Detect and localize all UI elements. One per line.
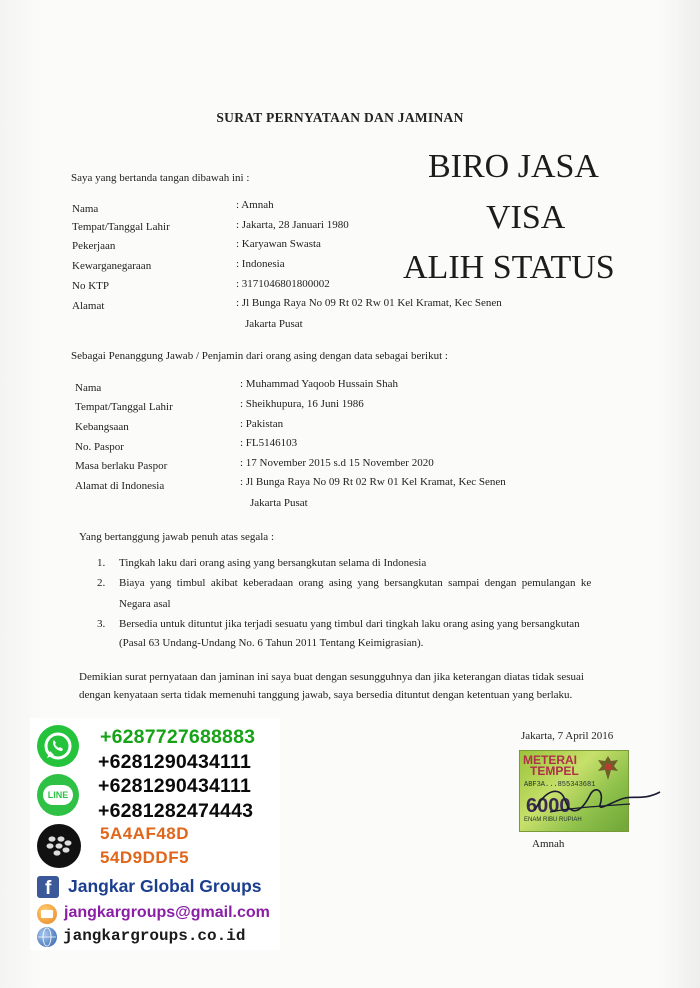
email-icon — [37, 904, 57, 924]
signer-label: Alamat — [72, 300, 105, 312]
line-icon — [37, 774, 79, 816]
bbm-pin[interactable]: 54D9DDF5 — [100, 848, 190, 867]
signer-value: : 3171046801800002 — [236, 278, 330, 290]
signer-value: : Karyawan Swasta — [236, 238, 321, 250]
whatsapp-icon — [37, 725, 79, 767]
foreigner-label: No. Paspor — [75, 441, 124, 453]
website-link[interactable]: jangkargroups.co.id — [63, 927, 246, 945]
guarantor-intro: Sebagai Penanggung Jawab / Penjamin dari orang asing dengan data sebagai berikut : — [71, 350, 448, 362]
signer-label: Tempat/Tanggal Lahir — [72, 221, 170, 233]
facebook-icon: f — [37, 876, 59, 898]
item-text: Bersedia untuk dituntut jika terjadi sesuatu yang timbul dari tingkah laku orang asing yang bersangkutan — [119, 618, 580, 630]
foreigner-value: : Sheikhupura, 16 Juni 1986 — [240, 398, 364, 410]
signer-value: : Jl Bunga Raya No 09 Rt 02 Rw 01 Kel Kramat, Kec Senen — [236, 297, 502, 309]
overlay-line-3: ALIH STATUS — [403, 249, 615, 286]
foreigner-value: : Muhammad Yaqoob Hussain Shah — [240, 378, 398, 390]
blackberry-icon — [37, 824, 81, 868]
document-title: SURAT PERNYATAAN DAN JAMINAN — [216, 110, 464, 125]
foreigner-label: Tempat/Tanggal Lahir — [75, 401, 173, 413]
item-text: Tingkah laku dari orang asing yang bersangkutan selama di Indonesia — [119, 557, 427, 569]
email-link[interactable]: jangkargroups@gmail.com — [64, 904, 270, 921]
line-icon-label: LINE — [47, 790, 69, 800]
signer-label: Kewarganegaraan — [72, 260, 152, 272]
signer-label: Nama — [72, 203, 99, 215]
phone-number[interactable]: +6287727688883 — [100, 726, 256, 748]
overlay-line-1: BIRO JASA — [428, 148, 599, 185]
foreigner-value: : 17 November 2015 s.d 15 November 2020 — [240, 457, 434, 469]
foreigner-value: : FL5146103 — [240, 437, 298, 449]
closing-line: Demikian surat pernyataan dan jaminan ini saya buat dengan sesungguhnya dan jika keterangan diatas tidak sesuai — [79, 671, 584, 683]
foreigner-label: Alamat di Indonesia — [75, 480, 165, 492]
handwritten-signature — [520, 770, 670, 830]
item-number: 2. — [97, 577, 106, 589]
facebook-page-link[interactable]: Jangkar Global Groups — [68, 876, 262, 896]
signer-address-line2: Jakarta Pusat — [245, 318, 303, 330]
signer-label: Pekerjaan — [72, 240, 116, 252]
foreigner-value: : Jl Bunga Raya No 09 Rt 02 Rw 01 Kel Kramat, Kec Senen — [240, 476, 506, 488]
overlay-line-2: VISA — [486, 199, 566, 236]
item-text: (Pasal 63 Undang-Undang No. 6 Tahun 2011 Tentang Keimigrasian). — [119, 637, 424, 649]
foreigner-value: : Pakistan — [240, 418, 284, 430]
phone-number[interactable]: +6281290434111 — [98, 751, 252, 773]
item-number: 3. — [97, 618, 106, 630]
phone-number[interactable]: +6281282474443 — [98, 800, 254, 822]
closing-line: dengan kenyataan serta tidak memenuhi tanggung jawab, saya bersedia dituntut dengan ketentuan yang berlaku. — [79, 689, 573, 701]
phone-number[interactable]: +6281290434111 — [98, 775, 252, 797]
item-text: Negara asal — [119, 598, 171, 610]
globe-icon — [37, 927, 57, 947]
foreigner-address-line2: Jakarta Pusat — [250, 497, 308, 509]
bbm-pin[interactable]: 5A4AF48D — [100, 824, 190, 843]
responsibility-intro: Yang bertanggung jawab penuh atas segala : — [79, 531, 274, 543]
stamp-sub: ENAM RIBU RUPIAH — [524, 817, 582, 823]
stamp-amount: 6000 — [526, 795, 571, 817]
signer-value: : Jakarta, 28 Januari 1980 — [236, 219, 349, 231]
signer-label: No KTP — [72, 280, 109, 292]
signer-value: : Amnah — [236, 199, 274, 211]
contact-panel — [30, 718, 280, 950]
foreigner-label: Kebangsaan — [75, 421, 129, 433]
stamp-serial: ABF3A...855343681 — [524, 781, 596, 789]
item-number: 1. — [97, 557, 106, 569]
foreigner-label: Nama — [75, 382, 102, 394]
signer-value: : Indonesia — [236, 258, 285, 270]
intro-text: Saya yang bertanda tangan dibawah ini : — [71, 172, 250, 184]
place-date: Jakarta, 7 April 2016 — [521, 730, 614, 742]
foreigner-label: Masa berlaku Paspor — [75, 460, 168, 472]
signer-name: Amnah — [532, 838, 565, 850]
item-text: Biaya yang timbul akibat keberadaan orang asing yang bersangkutan sampai dengan pemulangan ke — [119, 577, 592, 589]
stamp-line2: TEMPEL — [530, 764, 579, 778]
stamp-line1: METERAI — [523, 753, 577, 767]
